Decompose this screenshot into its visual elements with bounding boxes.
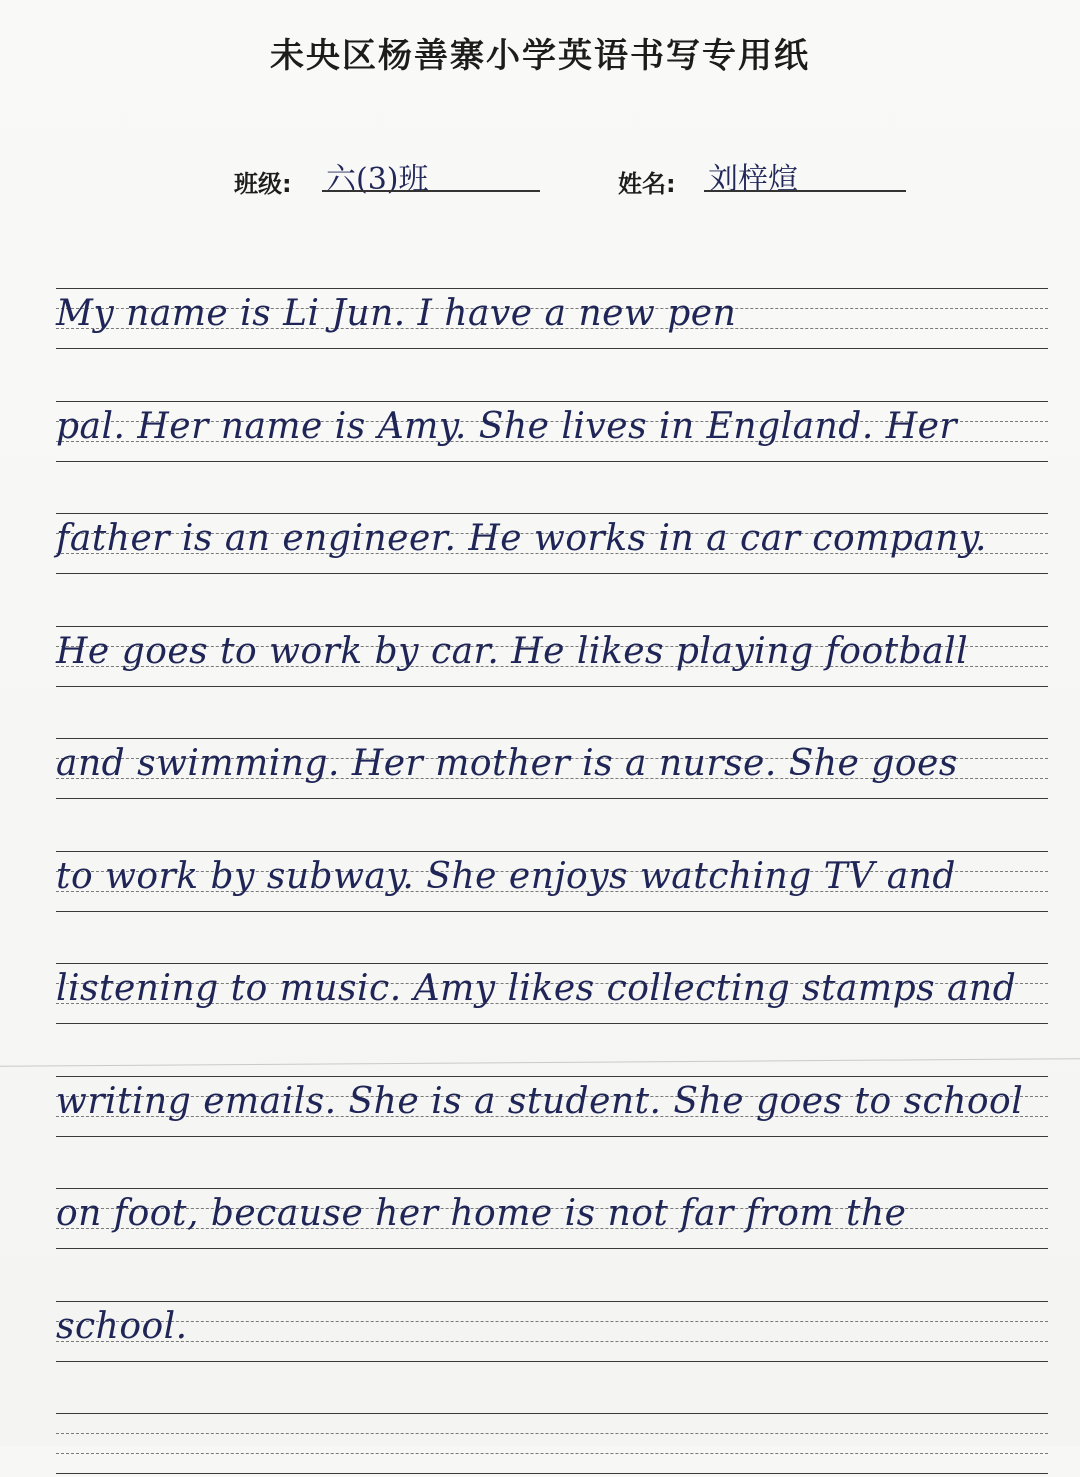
ruling-line bbox=[56, 1188, 1048, 1189]
ruling-line bbox=[56, 1433, 1048, 1434]
ruling-line bbox=[56, 1321, 1048, 1322]
handwritten-text: school. bbox=[56, 1305, 188, 1347]
ruling-line bbox=[56, 798, 1048, 799]
class-value: 六(3)班 bbox=[326, 162, 429, 197]
handwriting-row bbox=[56, 738, 1048, 802]
handwritten-text: My name is Li Jun. I have a new pen bbox=[56, 293, 737, 334]
handwriting-row bbox=[56, 401, 1048, 465]
handwriting-row bbox=[56, 851, 1048, 915]
ruling-line bbox=[56, 288, 1048, 289]
handwriting-row bbox=[56, 1301, 1048, 1365]
handwriting-row bbox=[56, 626, 1048, 690]
student-info-row bbox=[0, 150, 1080, 200]
ruling-line bbox=[56, 626, 1048, 627]
ruling-line bbox=[56, 1248, 1048, 1249]
handwritten-text: listening to music. Amy likes collecting stamps and bbox=[56, 968, 1017, 1009]
handwritten-text: He goes to work by car. He likes playing football bbox=[56, 630, 969, 672]
handwriting-row bbox=[56, 1076, 1048, 1140]
ruling-line bbox=[56, 1076, 1048, 1077]
handwritten-text: on foot, because her home is not far from the bbox=[56, 1193, 907, 1234]
name-label: 姓名: bbox=[618, 170, 676, 198]
ruling-line bbox=[56, 348, 1048, 349]
ruling-line bbox=[56, 911, 1048, 912]
name-value: 刘梓煊 bbox=[708, 162, 798, 197]
ruling-line bbox=[56, 1453, 1048, 1454]
class-underline bbox=[322, 190, 540, 192]
ruling-line bbox=[56, 513, 1048, 514]
ruling-line bbox=[56, 1413, 1048, 1414]
handwriting-row bbox=[56, 963, 1048, 1027]
handwritten-text: writing emails. She is a student. She goes to school bbox=[56, 1080, 1024, 1122]
ruling-line bbox=[56, 1473, 1048, 1474]
ruling-line bbox=[56, 461, 1048, 462]
ruling-line bbox=[56, 738, 1048, 739]
ruling-line bbox=[56, 1301, 1048, 1302]
ruling-line bbox=[56, 573, 1048, 574]
paper-fold-crease bbox=[0, 1058, 1080, 1067]
handwritten-text: to work by subway. She enjoys watching TV and bbox=[56, 855, 956, 897]
handwriting-row bbox=[56, 1188, 1048, 1252]
ruling-line bbox=[56, 1361, 1048, 1362]
class-label: 班级: bbox=[234, 170, 292, 198]
handwritten-text: pal. Her name is Amy. She lives in England. Her bbox=[56, 405, 958, 447]
ruling-line bbox=[56, 401, 1048, 402]
name-underline bbox=[704, 190, 906, 192]
ruling-line bbox=[56, 851, 1048, 852]
handwritten-text: father is an engineer. He works in a car company. bbox=[56, 518, 987, 559]
ruling-line bbox=[56, 963, 1048, 964]
ruling-line bbox=[56, 1136, 1048, 1137]
handwriting-row bbox=[56, 1413, 1048, 1477]
ruling-line bbox=[56, 1341, 1048, 1342]
handwriting-row bbox=[56, 288, 1048, 352]
handwritten-text: and swimming. Her mother is a nurse. She goes bbox=[56, 743, 958, 784]
ruling-line bbox=[56, 686, 1048, 687]
page-title: 未央区杨善寨小学英语书写专用纸 bbox=[270, 36, 810, 76]
ruling-line bbox=[56, 1023, 1048, 1024]
handwriting-row bbox=[56, 513, 1048, 577]
